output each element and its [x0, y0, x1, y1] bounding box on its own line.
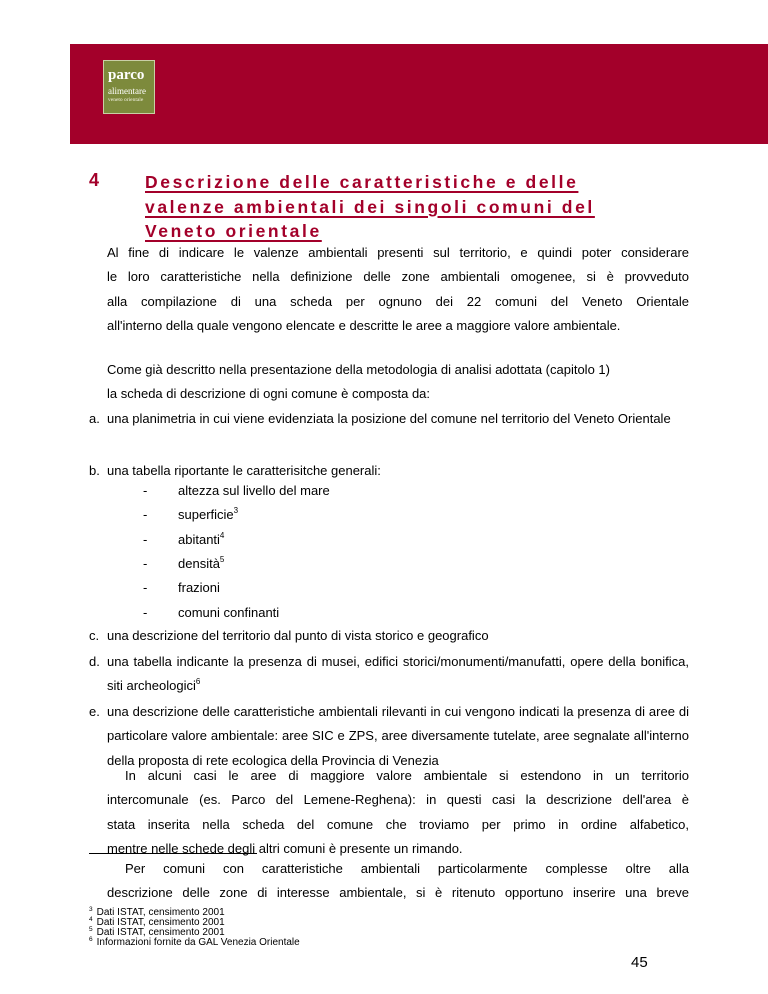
para3-line-4: mentre nelle schede degli altri comuni è presente un rimando. [107, 841, 463, 857]
chapter-number: 4 [89, 170, 100, 190]
footnote-ref-5: 5 [219, 555, 225, 564]
method-line-2: la scheda di descrizione di ogni comune è composta da: [107, 386, 431, 402]
sub-text-neighbours: comuni confinanti [178, 605, 280, 620]
footnote-ref-3: 3 [233, 506, 239, 515]
sub-text-altitude: altezza sul livello del mare [178, 483, 330, 498]
list-text-d: una tabella indicante la presenza di musei, edifici storici/monumenti/manufatti, opere della bonifica, siti archeologici [107, 654, 689, 694]
sub-dash: - [143, 532, 148, 547]
footnote-number: 6 [89, 936, 93, 943]
page-number: 45 [631, 954, 648, 971]
para3-line-2: intercomunale (es. Parco del Lemene-Reghena): in questi casi la descrizione dell'area è [107, 792, 689, 808]
sub-dash: - [143, 556, 148, 571]
sub-dash: - [143, 605, 148, 620]
footnote-ref-6: 6 [195, 677, 201, 687]
sub-text-surface: superficie [178, 507, 234, 522]
method-paragraph [107, 358, 689, 407]
intro-line-3: alla compilazione di una scheda per ognuno dei 22 comuni del Veneto Orientale [107, 293, 689, 309]
chapter-title-line-1: Descrizione delle caratteristiche e delle [145, 172, 579, 192]
intercomunal-paragraph [107, 764, 689, 862]
intro-line-4: all'interno della quale vengono elencate e descritte le aree a maggiore valore ambientale. [107, 318, 621, 334]
sub-text-density: densità [178, 556, 220, 571]
list-marker-e: e. [89, 704, 100, 719]
intro-paragraph [107, 241, 689, 339]
parco-alimentare-logo [103, 60, 155, 114]
chapter-title-line-3: Veneto orientale [145, 221, 322, 241]
para4-line-2: descrizione delle zone di interesse ambientale, si è ritenuto opportuno inserire una breve [107, 885, 689, 901]
para3-line-3: stata inserita nella scheda del comune che troviamo per primo in ordine alfabetico, [107, 816, 689, 832]
intro-line-1: Al fine di indicare le valenze ambientali presenti sul territorio, e quindi poter considerare [107, 245, 689, 260]
list-text-c: una descrizione del territorio dal punto di vista storico e geografico [107, 628, 489, 643]
sub-dash: - [143, 507, 148, 522]
footnote-number: 5 [89, 926, 93, 933]
footnote-number: 3 [89, 906, 93, 913]
list-marker-c: c. [89, 628, 100, 643]
sub-dash: - [143, 483, 148, 498]
logo-text-region: veneto orientale [108, 97, 144, 103]
list-text-a: una planimetria in cui viene evidenziata la posizione del comune nel territorio del Veneto Orientale [107, 411, 671, 426]
footnote-text: Informazioni fornite da GAL Venezia Orientale [96, 937, 300, 948]
footnote-separator [89, 853, 257, 854]
complex-areas-paragraph [107, 857, 689, 906]
list-marker-a: a. [89, 411, 100, 426]
para3-line-1: In alcuni casi le aree di maggiore valore ambientale si estendono in un territorio [125, 768, 689, 783]
list-marker-d: d. [89, 654, 100, 669]
intro-line-2: le loro caratteristiche nella definizione delle zone ambientali omogenee, si è provveduto [107, 269, 689, 285]
para4-line-1: Per comuni con caratteristiche ambientali particolarmente complesse oltre alla [125, 861, 689, 876]
logo-text-alimentare: alimentare [108, 86, 146, 96]
sub-dash: - [143, 580, 148, 595]
list-text-e: una descrizione delle caratteristiche ambientali rilevanti in cui vengono indicati la presenza di aree di particolare valore ambientale: aree SIC e ZPS, aree diversamente tutelate, aree segnalate all'interno della proposta di rete ecologica della Provincia di Venezia [107, 704, 689, 768]
logo-text-parco: parco [108, 67, 145, 83]
method-line-1: Come già descritto nella presentazione della metodologia di analisi adottata (capitolo 1) [107, 362, 610, 377]
footnote-ref-4: 4 [219, 531, 225, 540]
footnote-number: 4 [89, 916, 93, 923]
footnote-6 [89, 938, 300, 948]
footnote-text: Dati ISTAT, censimento 2001 [96, 907, 225, 918]
list-marker-b: b. [89, 463, 100, 478]
header-banner [70, 44, 768, 144]
footnote-text: Dati ISTAT, censimento 2001 [96, 917, 225, 928]
chapter-title [145, 170, 625, 244]
list-text-b: una tabella riportante le caratterisitche generali: [107, 463, 381, 478]
sub-text-inhabitants: abitanti [178, 532, 220, 547]
chapter-title-line-2: valenze ambientali dei singoli comuni del [145, 196, 595, 217]
footnote-text: Dati ISTAT, censimento 2001 [96, 927, 225, 938]
sub-text-fractions: frazioni [178, 580, 220, 595]
